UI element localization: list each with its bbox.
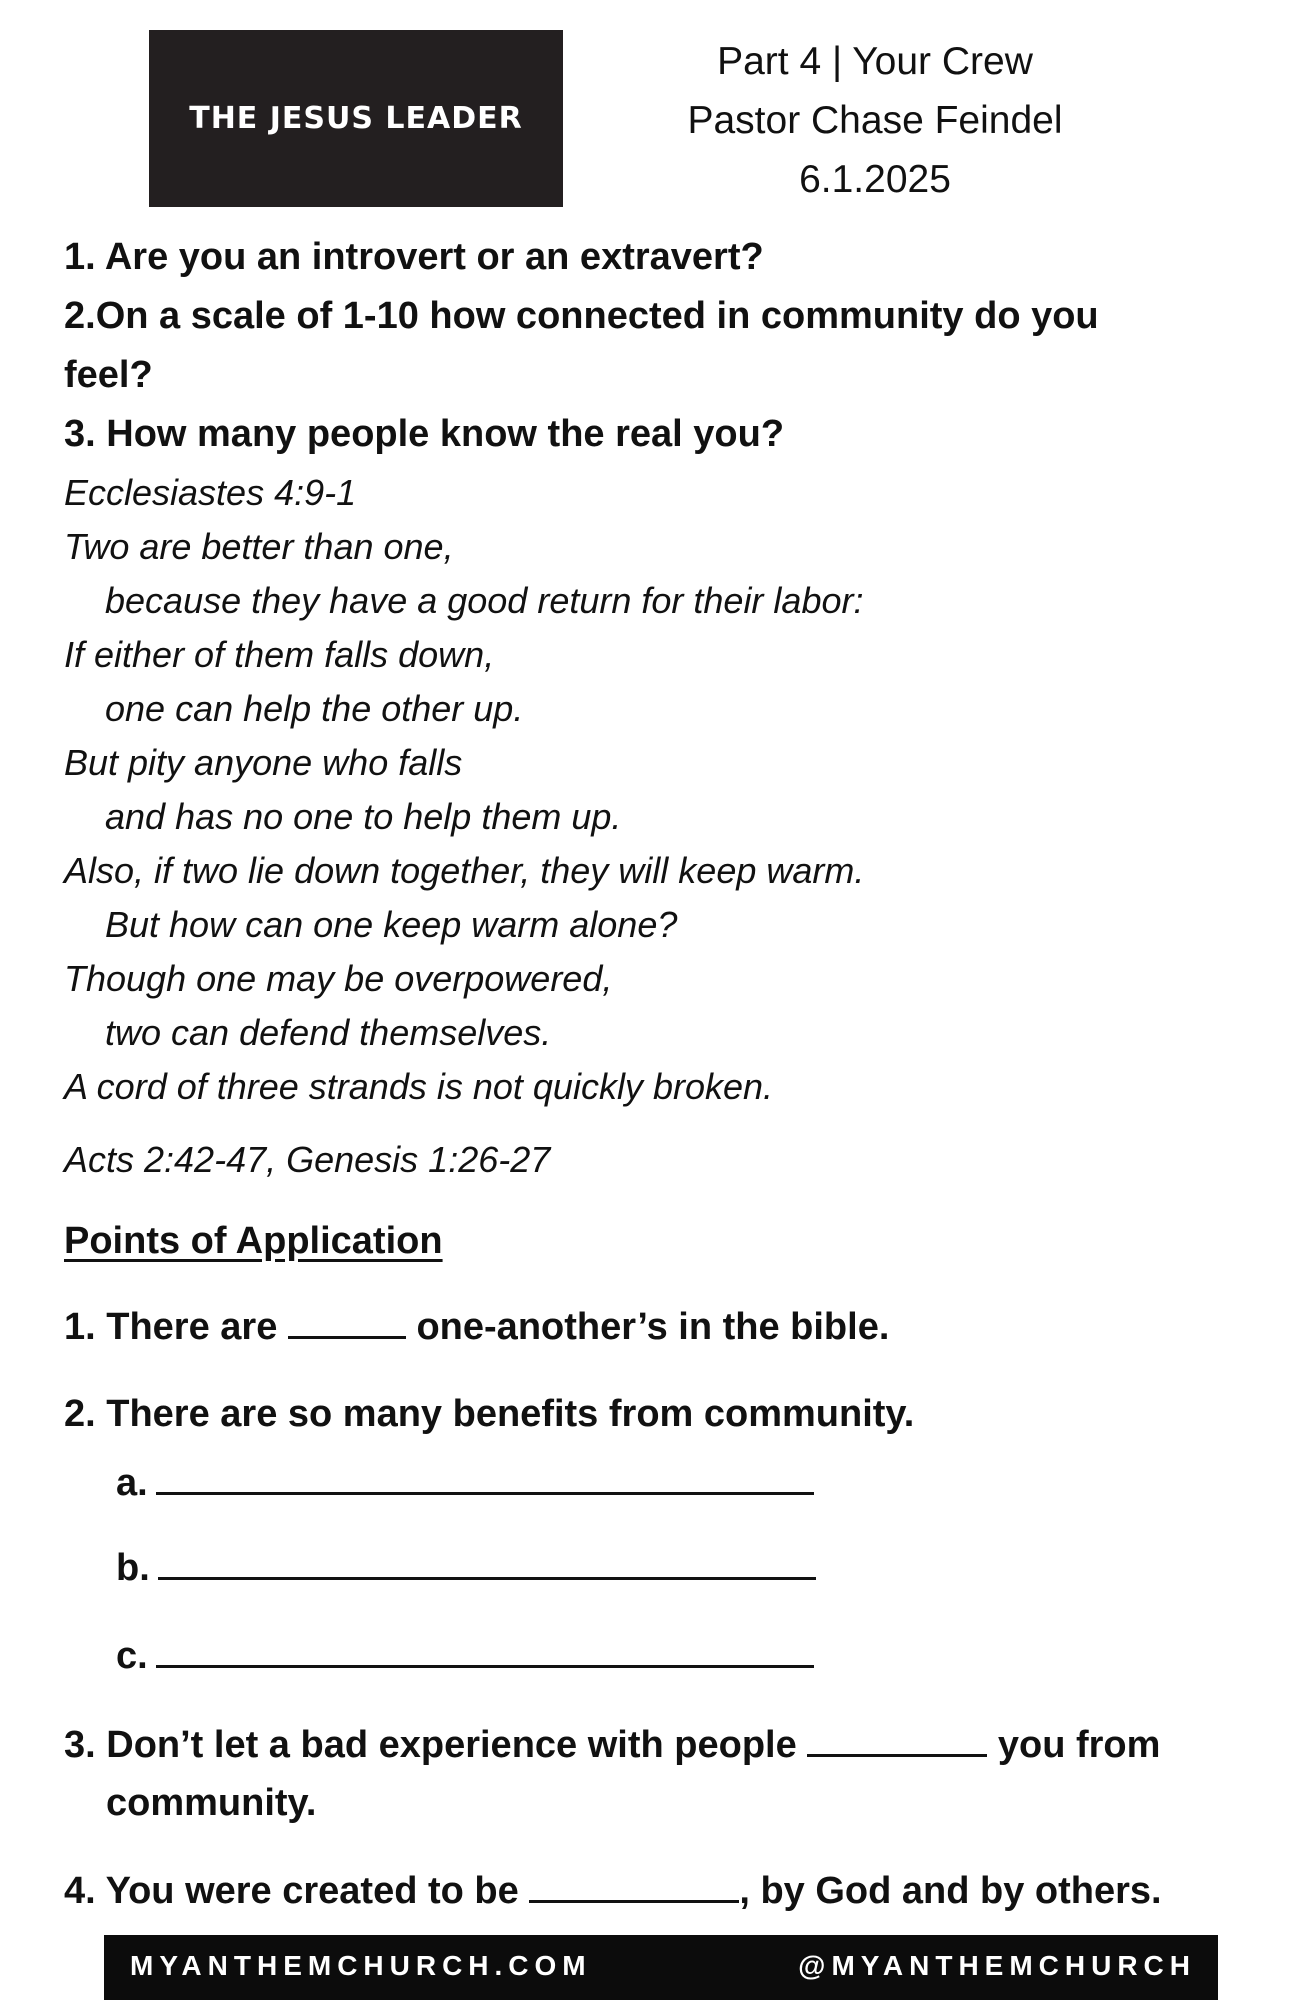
question-1: 1. Are you an introvert or an extravert? <box>64 236 764 278</box>
fill-in-blank <box>156 1635 814 1668</box>
scripture-line: If either of them falls down, <box>64 634 495 675</box>
series-line: Part 4 | Your Crew <box>717 40 1033 83</box>
benefit-c-label: c. <box>116 1635 148 1677</box>
point-3-text: 3. Don’t let a bad experience with people <box>64 1724 797 1766</box>
benefit-b-label: b. <box>116 1547 150 1589</box>
question-2-continued: feel? <box>64 354 153 396</box>
points-heading: Points of Application <box>64 1220 443 1262</box>
point-4 <box>64 1862 1162 1920</box>
benefit-a <box>116 1456 814 1510</box>
fill-in-blank <box>529 1870 739 1903</box>
social-handle[interactable]: @MYANTHEMCHURCH <box>798 1950 1196 1981</box>
scripture-line: Two are better than one, <box>64 526 454 567</box>
benefit-a-label: a. <box>116 1462 148 1504</box>
scripture-line: But pity anyone who falls <box>64 742 463 783</box>
scripture-line: Also, if two lie down together, they will keep warm. <box>64 850 865 891</box>
scripture-line: But how can one keep warm alone? <box>105 904 678 945</box>
logo-text: THE JESUS LEADER <box>189 101 523 136</box>
benefit-c <box>116 1629 814 1683</box>
point-4-text-end: , by God and by others. <box>739 1870 1162 1912</box>
point-1 <box>64 1298 889 1356</box>
scripture-line: two can defend themselves. <box>105 1012 552 1053</box>
additional-references: Acts 2:42-47, Genesis 1:26-27 <box>64 1139 551 1180</box>
speaker-name: Pastor Chase Feindel <box>687 99 1063 142</box>
question-3: 3. How many people know the real you? <box>64 413 785 455</box>
scripture-line: and has no one to help them up. <box>105 796 622 837</box>
footer-bar <box>104 1935 1218 2000</box>
point-1-text-end: one-another’s in the bible. <box>416 1306 890 1348</box>
scripture-passage <box>64 466 864 1114</box>
point-3 <box>64 1716 1160 1774</box>
point-2: 2. There are so many benefits from community. <box>64 1393 915 1435</box>
question-2: 2.On a scale of 1-10 how connected in community do you <box>64 295 1099 337</box>
scripture-line: one can help the other up. <box>105 688 524 729</box>
fill-in-blank <box>158 1547 816 1580</box>
fill-in-blank <box>288 1306 406 1339</box>
fill-in-blank <box>807 1724 987 1757</box>
point-3-text-end: you from <box>997 1724 1161 1766</box>
sermon-info <box>630 32 1120 209</box>
website-link[interactable]: MYANTHEMCHURCH.COM <box>130 1950 592 1981</box>
scripture-reference: Ecclesiastes 4:9-1 <box>64 472 357 513</box>
scripture-line: A cord of three strands is not quickly broken. <box>64 1066 774 1107</box>
scripture-line: because they have a good return for their labor: <box>105 580 864 621</box>
point-3-continued: community. <box>106 1782 317 1824</box>
point-4-text: 4. You were created to be <box>64 1870 519 1912</box>
point-1-text: 1. There are <box>64 1306 278 1348</box>
benefit-b <box>116 1541 816 1595</box>
fill-in-blank <box>156 1462 814 1495</box>
logo-banner <box>149 30 563 207</box>
sermon-date: 6.1.2025 <box>799 158 951 201</box>
scripture-line: Though one may be overpowered, <box>64 958 613 999</box>
